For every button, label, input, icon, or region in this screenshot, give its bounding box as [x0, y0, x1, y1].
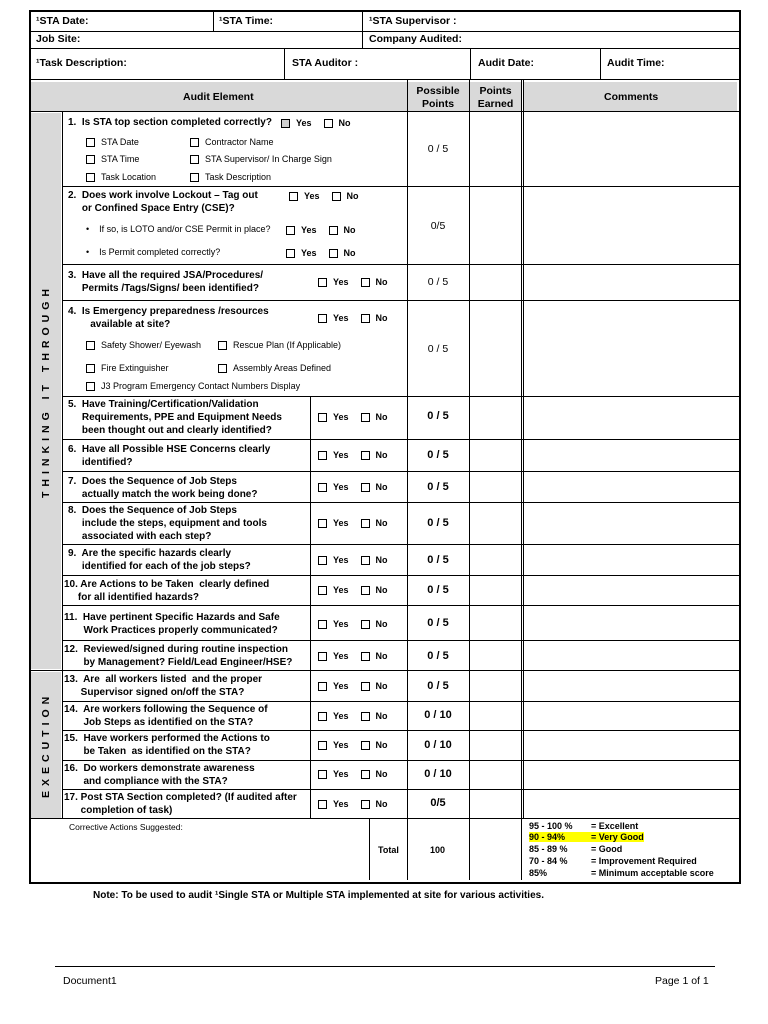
- audit-time-label: Audit Time:: [607, 57, 665, 69]
- q6-yes-checkbox[interactable]: [318, 451, 327, 460]
- q2b-yes-checkbox[interactable]: [286, 249, 295, 258]
- legend-very-good: 90 - 94% = Very Good: [529, 832, 644, 842]
- q4-points: 0 / 5: [427, 343, 449, 355]
- q15-no-checkbox[interactable]: [361, 741, 370, 750]
- q9-points: 0 / 5: [427, 554, 449, 566]
- question-2: 2. Does work involve Lockout – Tag out or Confined Space Entry (CSE)?: [68, 190, 258, 214]
- q16-points: 0 / 10: [424, 768, 452, 780]
- q13-yes-checkbox[interactable]: [318, 682, 327, 691]
- audit-date-label: Audit Date:: [478, 57, 534, 69]
- q1-sub-task-description[interactable]: Task Description: [190, 172, 271, 182]
- q17-yes-checkbox[interactable]: [318, 800, 327, 809]
- section-execution-label: EXECUTION: [40, 691, 52, 799]
- q8-no-checkbox[interactable]: [361, 519, 370, 528]
- q2-sub-permit-completed: • Is Permit completed correctly?: [86, 247, 221, 257]
- footer-document-name: Document1: [63, 975, 117, 987]
- q13-points: 0 / 5: [427, 680, 449, 692]
- q3-yes-checkbox[interactable]: [318, 278, 327, 287]
- q2b-no-checkbox[interactable]: [329, 249, 338, 258]
- q17-yes-no: Yes No: [318, 799, 388, 809]
- usage-note: Note: To be used to audit ¹Single STA or Multiple STA implemented at site for various activities.: [93, 890, 544, 901]
- q1-sub-sta-date[interactable]: STA Date: [86, 137, 139, 147]
- question-6: 6. Have all Possible HSE Concerns clearly identified?: [68, 444, 271, 468]
- question-7: 7. Does the Sequence of Job Steps actually match the work being done?: [68, 476, 258, 500]
- job-site-label: Job Site:: [36, 33, 81, 45]
- q4-sub-assembly-areas[interactable]: Assembly Areas Defined: [218, 363, 331, 373]
- q11-points: 0 / 5: [427, 617, 449, 629]
- q7-no-checkbox[interactable]: [361, 483, 370, 492]
- q11-yes-no: Yes No: [318, 619, 388, 629]
- q2-yes-no: Yes No: [289, 191, 359, 201]
- q1-yes-checkbox[interactable]: [281, 119, 290, 128]
- q3-yes-no: Yes No: [318, 277, 388, 287]
- q6-no-checkbox[interactable]: [361, 451, 370, 460]
- q2-points: 0/5: [430, 220, 446, 232]
- q1-sub-sta-supervisor[interactable]: STA Supervisor/ In Charge Sign: [190, 154, 332, 164]
- question-15: 15. Have workers performed the Actions to be Taken as identified on the STA?: [64, 733, 270, 757]
- q8-points: 0 / 5: [427, 517, 449, 529]
- q8-yes-no: Yes No: [318, 518, 388, 528]
- sta-supervisor-label: ¹STA Supervisor :: [369, 15, 457, 27]
- q4-sub-safety-shower[interactable]: Safety Shower/ Eyewash: [86, 340, 201, 350]
- q11-no-checkbox[interactable]: [361, 620, 370, 629]
- q1-sub-contractor-name[interactable]: Contractor Name: [190, 137, 274, 147]
- company-audited-label: Company Audited:: [369, 33, 462, 45]
- q17-points: 0/5: [430, 797, 446, 809]
- q10-yes-checkbox[interactable]: [318, 586, 327, 595]
- question-14: 14. Are workers following the Sequence of Job Steps as identified on the STA?: [64, 704, 268, 728]
- q1-sub-task-location[interactable]: Task Location: [86, 172, 156, 182]
- question-10: 10. Are Actions to be Taken clearly defined for all identified hazards?: [64, 579, 270, 603]
- q10-no-checkbox[interactable]: [361, 586, 370, 595]
- col-audit-element: Audit Element: [183, 91, 254, 103]
- question-1: 1. Is STA top section completed correctly?: [68, 117, 272, 128]
- q16-yes-no: Yes No: [318, 769, 388, 779]
- q2-yes-checkbox[interactable]: [289, 192, 298, 201]
- q1-points: 0 / 5: [427, 143, 449, 155]
- q3-points: 0 / 5: [427, 276, 449, 288]
- question-16: 16. Do workers demonstrate awareness and compliance with the STA?: [64, 763, 255, 787]
- q12-points: 0 / 5: [427, 650, 449, 662]
- q5-no-checkbox[interactable]: [361, 413, 370, 422]
- question-13: 13. Are all workers listed and the proper Supervisor signed on/off the STA?: [64, 674, 263, 698]
- legend-improvement: 70 - 84 % = Improvement Required: [529, 856, 697, 866]
- q12-no-checkbox[interactable]: [361, 652, 370, 661]
- footer-divider: [55, 966, 715, 967]
- q6-points: 0 / 5: [427, 449, 449, 461]
- q12-yes-no: Yes No: [318, 651, 388, 661]
- q15-points: 0 / 10: [424, 739, 452, 751]
- corrective-actions-label: Corrective Actions Suggested:: [69, 822, 183, 832]
- q5-yes-checkbox[interactable]: [318, 413, 327, 422]
- q14-no-checkbox[interactable]: [361, 712, 370, 721]
- q4-sub-rescue-plan[interactable]: Rescue Plan (If Applicable): [218, 340, 341, 350]
- q4-sub-j3-program[interactable]: J3 Program Emergency Contact Numbers Display: [86, 381, 300, 391]
- q11-yes-checkbox[interactable]: [318, 620, 327, 629]
- q4-no-checkbox[interactable]: [361, 314, 370, 323]
- question-11: 11. Have pertinent Specific Hazards and Safe Work Practices properly communicated?: [64, 612, 280, 636]
- q7-points: 0 / 5: [427, 481, 449, 493]
- q9-yes-no: Yes No: [318, 555, 388, 565]
- q5-points: 0 / 5: [427, 410, 449, 422]
- q1-yes-no: Yes No: [281, 118, 351, 128]
- q10-points: 0 / 5: [427, 584, 449, 596]
- q10-yes-no: Yes No: [318, 585, 388, 595]
- q2a-yes-no: Yes No: [286, 225, 356, 235]
- q7-yes-no: Yes No: [318, 482, 388, 492]
- col-possible-points: Possible Points: [416, 85, 460, 110]
- legend-minimum: 85% = Minimum acceptable score: [529, 868, 714, 878]
- question-17: 17. Post STA Section completed? (If audited after completion of task): [64, 792, 297, 816]
- q4-yes-no: Yes No: [318, 313, 388, 323]
- legend-good: 85 - 89 % = Good: [529, 844, 623, 854]
- q9-no-checkbox[interactable]: [361, 556, 370, 565]
- q16-no-checkbox[interactable]: [361, 770, 370, 779]
- q17-no-checkbox[interactable]: [361, 800, 370, 809]
- q14-yes-no: Yes No: [318, 711, 388, 721]
- q14-yes-checkbox[interactable]: [318, 712, 327, 721]
- sta-date-label: ¹STA Date:: [36, 15, 89, 27]
- sta-time-label: ¹STA Time:: [219, 15, 274, 27]
- legend-excellent: 95 - 100 % = Excellent: [529, 821, 639, 831]
- col-comments: Comments: [604, 91, 659, 103]
- q2-sub-loto-permit: • If so, is LOTO and/or CSE Permit in place?: [86, 224, 271, 234]
- q4-sub-fire-extinguisher[interactable]: Fire Extinguisher: [86, 363, 169, 373]
- sta-auditor-label: STA Auditor :: [292, 57, 359, 69]
- q5-yes-no: Yes No: [318, 412, 388, 422]
- q9-yes-checkbox[interactable]: [318, 556, 327, 565]
- question-9: 9. Are the specific hazards clearly identified for each of the job steps?: [68, 548, 251, 572]
- q2-no-checkbox[interactable]: [332, 192, 341, 201]
- q2a-yes-checkbox[interactable]: [286, 226, 295, 235]
- q1-sub-sta-time[interactable]: STA Time: [86, 154, 139, 164]
- footer-page-number: Page 1 of 1: [655, 975, 709, 987]
- total-value: 100: [430, 845, 446, 855]
- q15-yes-no: Yes No: [318, 740, 388, 750]
- question-4: 4. Is Emergency preparedness /resources available at site?: [68, 306, 269, 330]
- question-12: 12. Reviewed/signed during routine inspection by Management? Field/Lead Engineer/HSE?: [64, 644, 293, 668]
- question-8: 8. Does the Sequence of Job Steps include the steps, equipment and tools associated with each step?: [68, 505, 267, 542]
- q2a-no-checkbox[interactable]: [329, 226, 338, 235]
- q1-no-checkbox[interactable]: [324, 119, 333, 128]
- question-5: 5. Have Training/Certification/Validation Requirements, PPE and Equipment Needs been thought out and clearly identified?: [68, 399, 282, 436]
- q2b-yes-no: Yes No: [286, 248, 356, 258]
- section-thinking-label: THINKING IT THROUGH: [40, 284, 52, 498]
- q12-yes-checkbox[interactable]: [318, 652, 327, 661]
- q13-yes-no: Yes No: [318, 681, 388, 691]
- q8-yes-checkbox[interactable]: [318, 519, 327, 528]
- q14-points: 0 / 10: [424, 709, 452, 721]
- q4-yes-checkbox[interactable]: [318, 314, 327, 323]
- total-label: Total: [378, 845, 399, 855]
- col-points-earned: Points Earned: [477, 85, 514, 110]
- q3-no-checkbox[interactable]: [361, 278, 370, 287]
- q13-no-checkbox[interactable]: [361, 682, 370, 691]
- q7-yes-checkbox[interactable]: [318, 483, 327, 492]
- q15-yes-checkbox[interactable]: [318, 741, 327, 750]
- q16-yes-checkbox[interactable]: [318, 770, 327, 779]
- task-description-label: ¹Task Description:: [36, 57, 127, 69]
- q6-yes-no: Yes No: [318, 450, 388, 460]
- question-3: 3. Have all the required JSA/Procedures/ Permits /Tags/Signs/ been identified?: [68, 270, 264, 294]
